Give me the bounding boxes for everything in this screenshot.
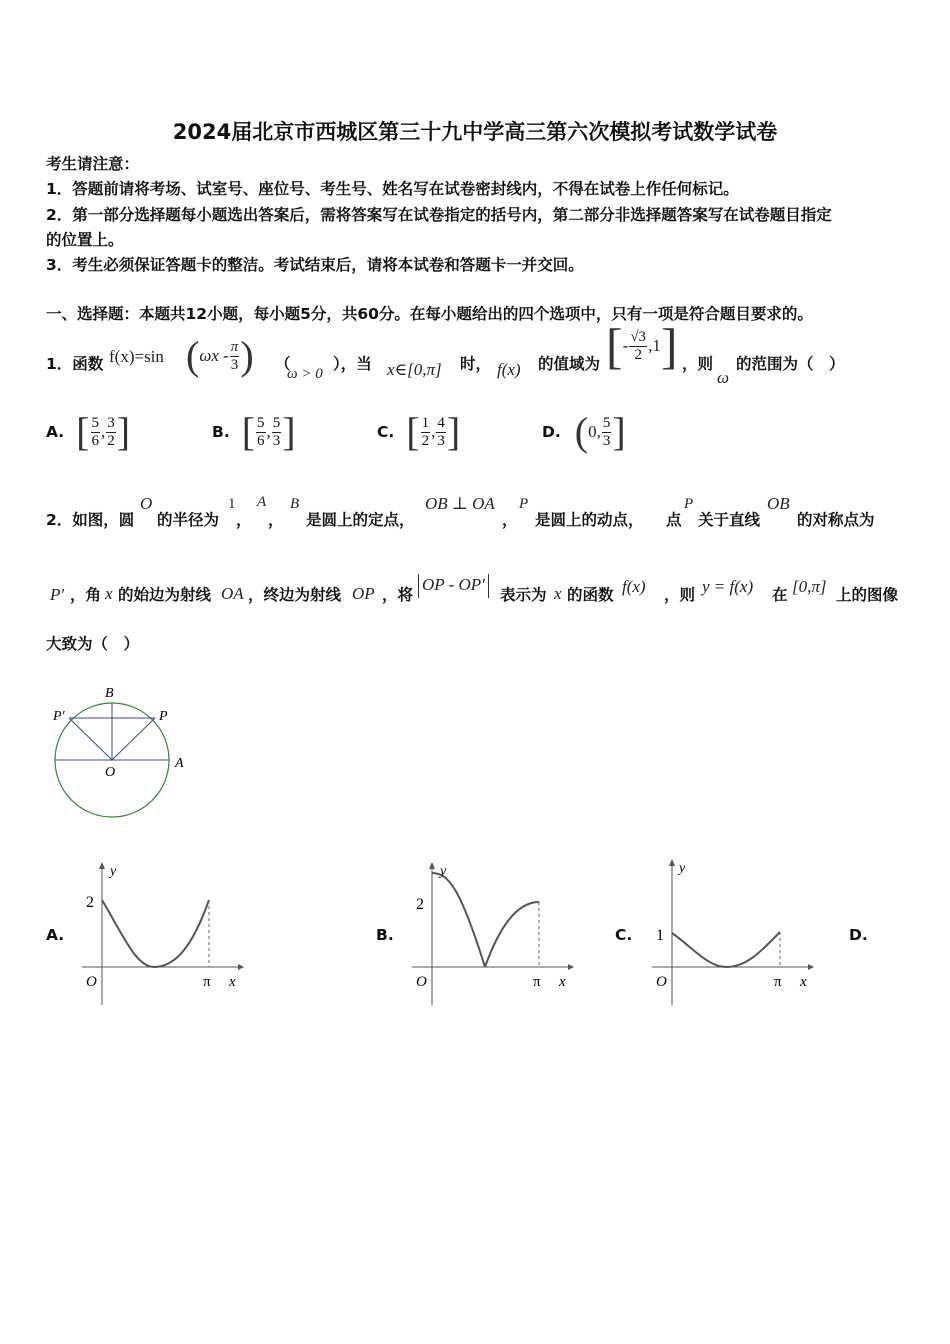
svg-text:y: y [440,864,447,879]
q1-argument: ( ωx - $\frac{\pi}{3}$ ) [186,333,254,378]
q2-option-a-label[interactable]: A. [46,926,65,944]
q2-interval: [0,π] [792,577,827,596]
q2-text-13: 的函数 [567,586,614,604]
svg-text:2: 2 [86,894,94,911]
segment-op [112,718,155,760]
q1-domain: x∈[0,π] [387,360,442,379]
svg-text:x: x [229,974,236,990]
q2-option-b-label[interactable]: B. [376,926,394,944]
q1-omega-condition: ω > 0 [287,366,323,382]
svg-text:π: π [203,974,211,990]
q2-text-7: 的对称点为 [797,511,875,529]
q2-abs-expression: OP - OP′ [418,574,489,598]
q2-comma-2: ， [268,511,284,529]
q2-comma-3: ， [502,511,518,529]
curve-b-right [485,902,539,967]
q2-ray-op: OP [352,584,375,603]
q1-option-b[interactable]: B. [ $\frac{5}{6}$ , $\frac{5}{3}$ ] [212,409,296,454]
q2-text-8: ，角 [70,586,102,604]
q2-text-9: 的始边为射线 [118,586,212,604]
q2-fx: f(x) [622,577,646,596]
curve-a [102,900,209,967]
q2-option-d-label[interactable]: D. [849,926,868,944]
q2-line-ob: OB [767,494,790,513]
notice-item-1: 1．答题前请将考场、试室号、座位号、考生号、姓名写在试卷密封线内，不得在试卷上作任何标记。 [46,180,739,198]
q1-option-d[interactable]: D. ( 0, $\frac{5}{3}$ ] [542,409,626,454]
q2-comma-1: ， [236,511,252,529]
q1-func: f(x)=sin [109,347,164,366]
svg-text:π: π [533,974,541,990]
section-heading: 一、选择题：本题共12小题，每小题5分，共60分。在每小题给出的四个选项中，只有一项是符合题目要求的。 [46,305,813,323]
notice-item-3: 3．考生必须保证答题卡的整洁。考试结束后，请将本试卷和答题卡一并交回。 [46,256,584,274]
q1-option-a[interactable]: A. [ $\frac{5}{6}$ , $\frac{3}{2}$ ] [46,409,131,454]
label-p: P [159,709,168,724]
q1-number: 1．函数 [46,355,104,373]
q2-option-c-label[interactable]: C. [615,926,633,944]
svg-text:x: x [559,974,566,990]
q2-circle-o: O [140,494,153,513]
q2-text-6: 关于直线 [698,511,761,529]
q1-option-c[interactable]: C. [ $\frac{1}{2}$ , $\frac{4}{3}$ ] [377,409,461,454]
svg-text:2: 2 [416,896,424,913]
svg-text:x: x [800,974,807,990]
page-title: 2024届北京市西城区第三十九中学高三第六次模拟考试数学试卷 [172,120,778,144]
label-b: B [105,686,114,701]
curve-c [672,932,780,967]
q2-text-11: ，将 [382,586,414,604]
q2-perpendicular: OB ⊥ OA [425,494,495,513]
svg-text:y: y [679,861,686,876]
circle-figure [44,680,194,825]
q1-pi-over-3: $\frac{\pi}{3}$ [230,338,239,373]
label-p-prime: P′ [53,709,65,724]
svg-text:1: 1 [656,927,664,944]
svg-text:O: O [86,974,97,990]
q2-point-p-prime: P′ [50,585,65,604]
q1-omega-x: ωx - [199,346,229,365]
q2-text-10: ，终边为射线 [248,586,342,604]
q2-text-2: 的半径为 [157,511,220,529]
svg-text:O: O [416,974,427,990]
q2-text-5: 点 [666,511,682,529]
q2-ray-oa: OA [221,584,244,603]
label-a: A [175,756,184,771]
q2-var-x: x [554,584,562,603]
q2-point-p: P [519,496,529,512]
q1-cond-close: ），当 [333,355,372,373]
svg-text:y: y [110,864,117,879]
q1-then: ，则 [682,355,714,373]
q2-text-16: 上的图像 [836,586,899,604]
q2-text-14: ，则 [664,586,696,604]
q2-angle-x: x [105,584,113,603]
label-o: O [105,765,116,780]
q2-text-1: 2．如图，圆 [46,511,135,529]
q1-omega: ω [717,368,730,387]
q2-point-p-2: P [684,496,694,512]
q2-text-12: 表示为 [500,586,547,604]
notice-heading: 考生请注意： [46,155,140,173]
q1-fx: f(x) [497,360,521,379]
q2-option-a-graph[interactable] [78,855,248,1005]
q2-text-17: 大致为（ ） [46,635,140,653]
q2-text-4: 是圆上的动点， [535,511,644,529]
q2-text-3: 是圆上的定点， [306,511,415,529]
notice-item-2-cont: 的位置上。 [46,231,124,249]
q2-y-equals-fx: y = f(x) [702,577,754,596]
q2-radius: 1 [228,496,236,512]
q2-text-15: 在 [772,586,788,604]
q2-option-b-graph[interactable] [408,855,578,1005]
q1-time: 时， [460,355,492,373]
q1-range-text: 的值域为 [538,355,601,373]
q2-option-c-graph[interactable] [648,852,818,1005]
q1-cond-open: （ [275,355,291,373]
segment-op-prime [69,718,112,760]
curve-b-left [432,873,485,967]
q2-point-b: B [290,496,300,512]
notice-item-2: 2．第一部分选择题每小题选出答案后，需将答案写在试卷指定的括号内，第二部分非选择题答案写在试卷题目指定 [46,206,832,224]
q2-point-a: A [257,494,267,510]
q1-range: [ - $\frac{√3}{2}$ ,1 ] [606,318,678,374]
svg-text:O: O [656,974,667,990]
q1-scope: 的范围为（ ） [736,355,845,373]
svg-text:π: π [774,974,782,990]
